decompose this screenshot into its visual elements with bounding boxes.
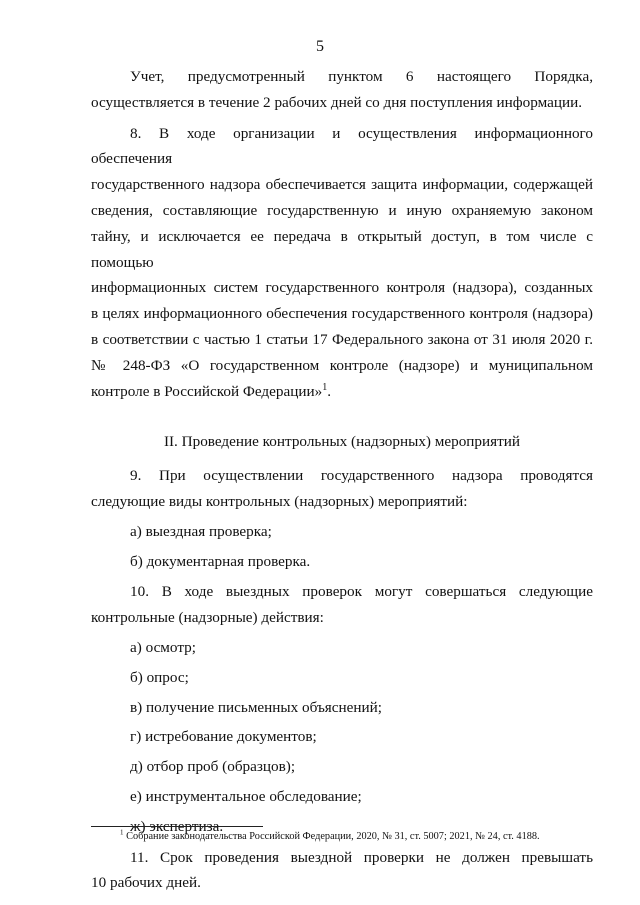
paragraph-8-last-line: контроле в Российской Федерации»$^1$. [91, 381, 331, 400]
paragraph-8-line: 8. В ходе организации и осуществления информационного обеспечения [91, 124, 593, 168]
paragraph-9-line: следующие виды контрольных (надзорных) мероприятий: [91, 492, 468, 510]
paragraph-8-line: в соответствии с частью 1 статьи 17 Федерального закона от 31 июля 2020 г. [91, 330, 593, 348]
paragraph-8-line: информационных систем государственного контроля (надзора), созданных [91, 279, 593, 297]
paragraph-8-line: в целях информационного обеспечения государственного контроля (надзора) [91, 305, 593, 323]
section-heading: II. Проведение контрольных (надзорных) мероприятий [163, 433, 521, 451]
list-item: е) инструментальное обследование; [130, 787, 362, 805]
paragraph-9-line: 9. При осуществлении государственного надзора проводятся [130, 467, 593, 485]
paragraph-11-line: 10 рабочих дней. [91, 874, 201, 892]
list-item: в) получение письменных объяснений; [130, 698, 383, 716]
list-item: д) отбор проб (образцов); [130, 758, 296, 776]
page-number: 5 [316, 38, 324, 55]
paragraph-8-line: контроле в Российской Федерации» [91, 382, 323, 400]
list-item: а) осмотр; [130, 638, 196, 656]
paragraph-8-line: государственного надзора обеспечивается защита информации, содержащей [91, 176, 593, 194]
paragraph-8 [91, 121, 593, 405]
paragraph-record-line-2: осуществляется в течение 2 рабочих дней со дня поступления информации. [91, 93, 582, 111]
paragraph-8-line: тайну, и исключается ее передача в открытый доступ, в том числе с помощью [91, 227, 593, 271]
list-item: г) истребование документов; [130, 728, 317, 746]
footnote [120, 830, 600, 844]
list-item: ж) экспертиза. [130, 817, 224, 835]
footnote-divider [91, 826, 263, 827]
paragraph-11-line: 11. Срок проведения выездной проверки не должен превышать [130, 848, 593, 866]
paragraph-10-line: контрольные (надзорные) действия: [91, 609, 324, 627]
paragraph-record-line-1: Учет, предусмотренный пунктом 6 настоящего Порядка, [130, 68, 593, 85]
footnote-reference[interactable]: 1 [322, 381, 328, 393]
paragraph-8-line: сведения, составляющие государственную и иную охраняемую законом [91, 201, 593, 219]
list-item: а) выездная проверка; [130, 522, 272, 540]
document-body [91, 64, 593, 896]
footnote-marker: 1 [120, 828, 124, 837]
paragraph-8-line: № 248-ФЗ «О государственном контроле (надзоре) и муниципальном [91, 356, 593, 374]
paragraph-10-line: 10. В ходе выездных проверок могут совершаться следующие [130, 583, 593, 601]
list-item: б) опрос; [130, 668, 189, 686]
footnote-text: Собрание законодательства Российской Федерации, 2020, № 31, ст. 5007; 2021, № 24, ст. 4188. [126, 831, 540, 842]
list-item: б) документарная проверка. [130, 552, 311, 570]
